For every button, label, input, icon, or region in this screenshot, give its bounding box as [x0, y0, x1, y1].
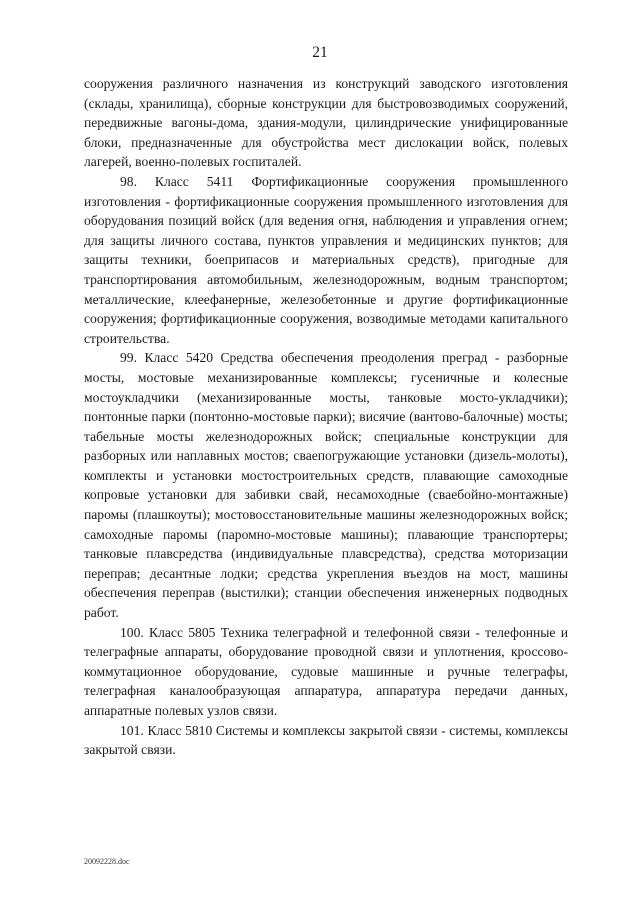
paragraph-100: 100. Класс 5805 Техника телеграфной и телефонной связи - телефонные и телеграфные аппараты, оборудование проводной связи и уплотнения, кроссово-коммутационное оборудование, судовые машинные и ручные телеграфы, телеграфная каналообразующая аппаратура, аппаратура передачи данных, аппаратные полевых узлов связи. [84, 624, 568, 718]
page-number: 21 [312, 44, 328, 61]
paragraph-continuation: сооружения различного назначения из конструкций заводского изготовления (склады, хранилища), сборные конструкции для быстровозводимых сооружений, передвижные вагоны-дома, здания-модули, цилиндрические унифицированные блоки, предназначенные для обустройства мест дислокации войск, полевых лагерей, военно-полевых госпиталей. [84, 76, 568, 170]
footer-filename: 20092228.doc [84, 857, 130, 866]
paragraph-101: 101. Класс 5810 Системы и комплексы закрытой связи - системы, комплексы закрытой связи. [84, 722, 568, 758]
paragraph-99: 99. Класс 5420 Средства обеспечения преодоления преград - разборные мосты, мостовые механизированные комплексы; гусеничные и колесные мостоукладчики (механизированные мосты, танковые мосто-укладчики); понтонные парки (понтонно-мостовые парки); висячие (вантово-балочные) мосты; табельные мосты железнодорожных войск; специальные конструкции для разборных или наплавных мостов; сваепогружающие установки (дизель-молоты), комплекты и установки мостостроительных средств, плавающие самоходные копровые установки для забивки свай, несамоходные (сваебойно-монтажные) паромы (плашкоуты); мостовосстановительные машины железнодорожных войск; самоходные паромы (паромно-мостовые машины); плавающие транспортеры; танковые плавсредства (индивидуальные плавсредства), средства моторизации переправ; десантные лодки; средства укрепления въездов на мост, машины обеспечения переправ (выстилки); станции обеспечения инженерных подводных работ. [84, 350, 568, 621]
document-body [84, 74, 568, 760]
paragraph-98: 98. Класс 5411 Фортификационные сооружения промышленного изготовления - фортификационные сооружения промышленного изготовления для оборудования позиций войск (для ведения огня, наблюдения и управления огнем; для защиты личного состава, пунктов управления и медицинских пунктов; для защиты техники, боеприпасов и материальных средств), пригодные для транспортирования автомобильным, железнодорожным, водным транспортом; металлические, клеефанерные, железобетонные и другие фортификационные сооружения; фортификационные сооружения, возводимые методами капитального строительства. [84, 173, 568, 346]
